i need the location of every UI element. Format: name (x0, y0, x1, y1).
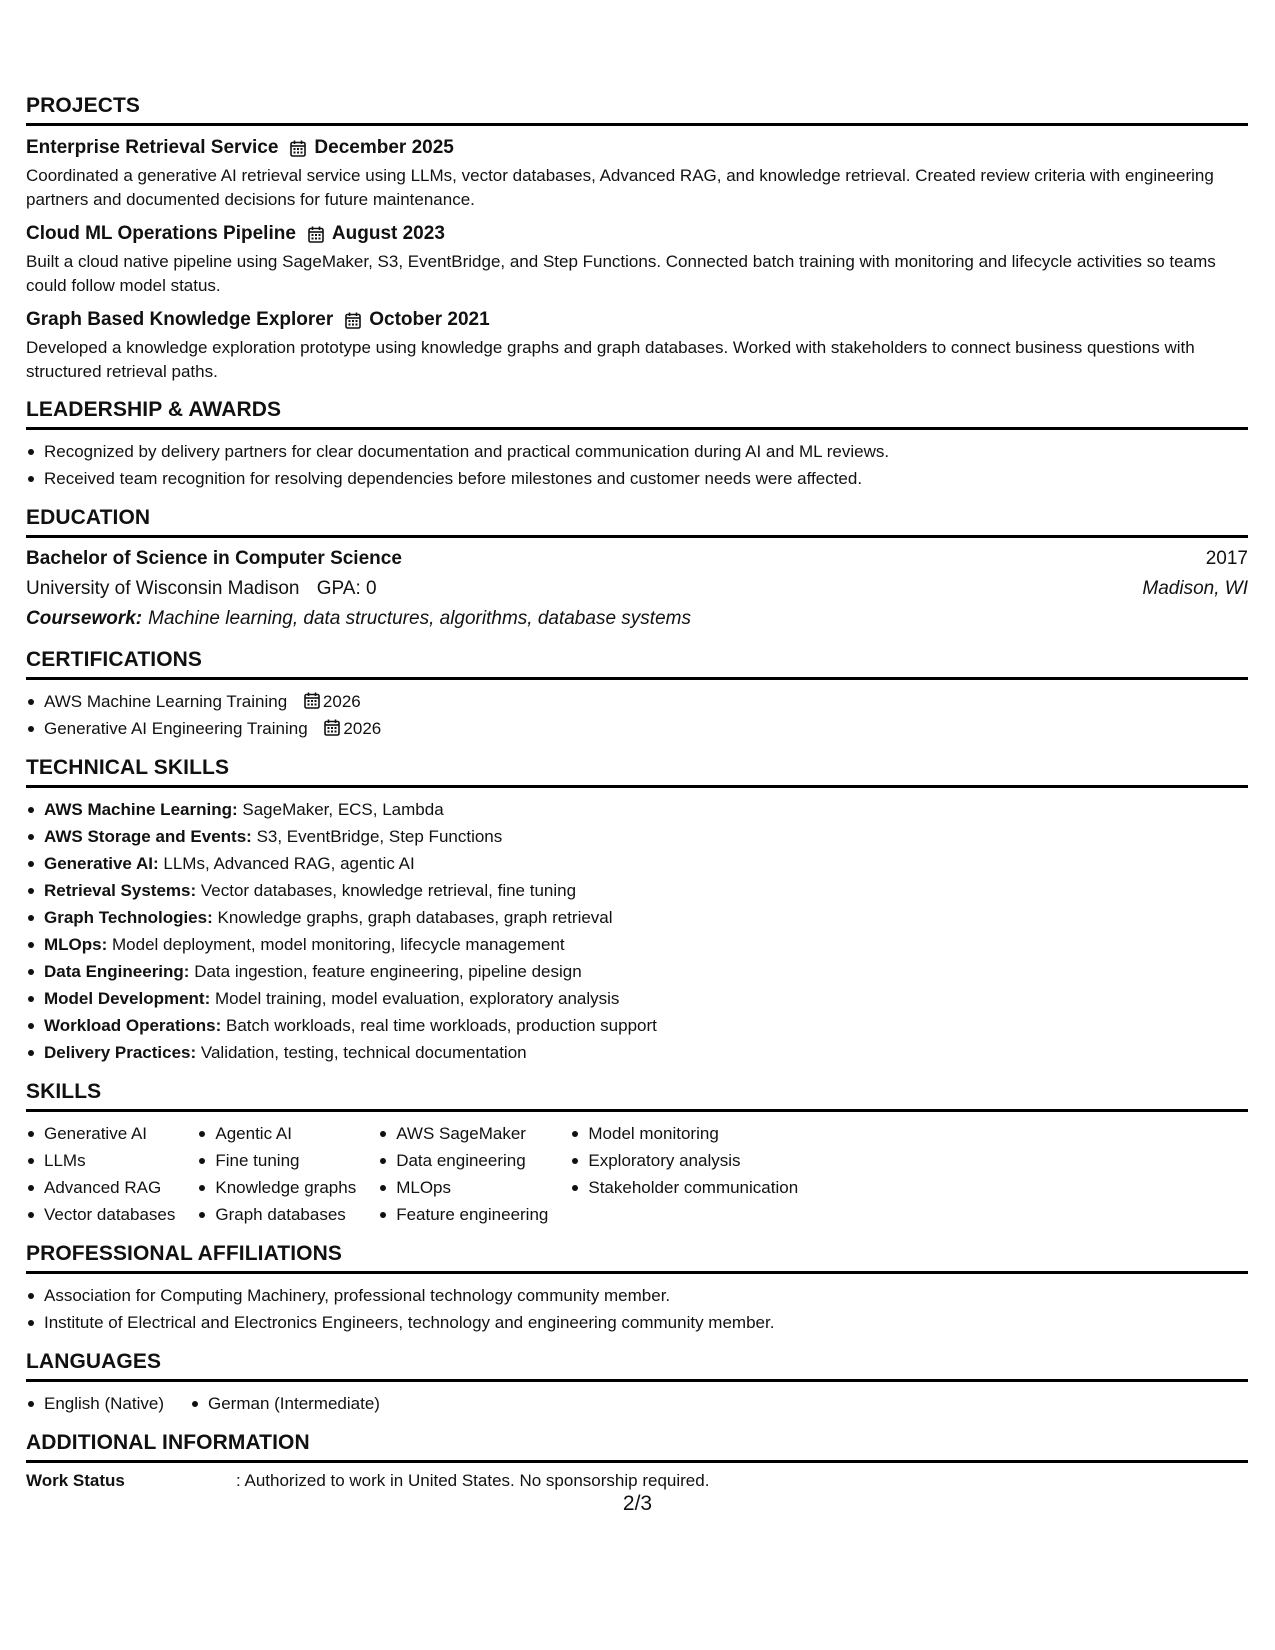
skill-item: Knowledge graphs (197, 1174, 356, 1201)
certification-item (26, 688, 1248, 715)
languages-heading: LANGUAGES (26, 1350, 1248, 1382)
project-date: October 2021 (369, 309, 490, 330)
tech-skill-label: AWS Storage and Events: (44, 827, 252, 846)
skill-item: Fine tuning (197, 1147, 356, 1174)
project-title: Cloud ML Operations Pipeline (26, 223, 296, 244)
skill-item: Exploratory analysis (570, 1147, 798, 1174)
leadership-section (26, 398, 1248, 492)
leadership-heading: LEADERSHIP & AWARDS (26, 398, 1248, 430)
degree: Bachelor of Science in Computer Science (26, 548, 402, 569)
skill-item: Advanced RAG (26, 1174, 175, 1201)
education-heading: EDUCATION (26, 506, 1248, 538)
projects-section (26, 94, 1248, 384)
list-item: Institute of Electrical and Electronics Engineers, technology and engineering community member. (26, 1309, 1248, 1336)
project-date: August 2023 (331, 223, 445, 244)
skill-item: AWS SageMaker (378, 1120, 548, 1147)
projects-heading: PROJECTS (26, 94, 1248, 126)
certifications-section (26, 648, 1248, 742)
tech-skill-item (26, 931, 1248, 958)
tech-skill-item (26, 1012, 1248, 1039)
language-item: German (Intermediate) (190, 1390, 380, 1417)
additional-heading: ADDITIONAL INFORMATION (26, 1431, 1248, 1463)
skill-item: Data engineering (378, 1147, 548, 1174)
resume-page-2 (26, 94, 1248, 1507)
tech-skill-label: MLOps: (44, 935, 108, 954)
graduation-year: 2017 (1205, 548, 1248, 569)
school-location: Madison, WI (1142, 578, 1248, 599)
project-date: December 2025 (314, 137, 454, 158)
skills-column (378, 1120, 548, 1228)
tech-skill-value: Validation, testing, technical documentation (200, 1043, 527, 1062)
tech-skill-item (26, 850, 1248, 877)
coursework-label: Coursework: (26, 608, 143, 629)
skill-item: Graph databases (197, 1201, 356, 1228)
skill-item: Generative AI (26, 1120, 175, 1147)
skills-grid (26, 1120, 1248, 1228)
project-title: Graph Based Knowledge Explorer (26, 309, 334, 330)
tech-skill-label: Retrieval Systems: (44, 881, 197, 900)
tech-skill-label: Workload Operations: (44, 1016, 222, 1035)
skill-item: Agentic AI (197, 1120, 356, 1147)
project-description: Developed a knowledge exploration prototype using knowledge graphs and graph databases. Worked with stakeholders to connect business questions with structured retrieval paths. (26, 338, 1195, 381)
technical-skills-heading: TECHNICAL SKILLS (26, 756, 1248, 788)
project-description: Coordinated a generative AI retrieval service using LLMs, vector databases, Advanced RAG, and knowledge retrieval. Created review criteria with engineering partners and documented decisions for future maintenance. (26, 166, 1214, 209)
project-item (26, 307, 1248, 384)
skill-item: Stakeholder communication (570, 1174, 798, 1201)
list-item: Recognized by delivery partners for clear documentation and practical communication during AI and ML reviews. (26, 438, 1248, 465)
skills-section (26, 1080, 1248, 1228)
tech-skill-label: Graph Technologies: (44, 908, 213, 927)
calendar-icon (290, 140, 306, 157)
tech-skill-value: S3, EventBridge, Step Functions (256, 827, 503, 846)
tech-skill-label: AWS Machine Learning: (44, 800, 238, 819)
tech-skill-value: Model deployment, model monitoring, lifecycle management (112, 935, 565, 954)
tech-skill-item (26, 877, 1248, 904)
project-description: Built a cloud native pipeline using SageMaker, S3, EventBridge, and Step Functions. Connected batch training with monitoring and lifecycle activities so teams could follow model status. (26, 252, 1216, 295)
skill-item: Model monitoring (570, 1120, 798, 1147)
coursework: Machine learning, data structures, algorithms, database systems (148, 608, 691, 629)
tech-skill-item (26, 1039, 1248, 1066)
school-name: University of Wisconsin Madison (26, 578, 300, 599)
gpa: GPA: 0 (316, 578, 377, 599)
project-title: Enterprise Retrieval Service (26, 137, 279, 158)
skills-column (197, 1120, 356, 1228)
calendar-icon (345, 312, 361, 329)
project-item (26, 221, 1248, 298)
additional-label: Work Status (26, 1471, 125, 1490)
tech-skill-item (26, 985, 1248, 1012)
skill-item: LLMs (26, 1147, 175, 1174)
calendar-icon (324, 719, 340, 736)
project-item (26, 135, 1248, 212)
tech-skill-item (26, 796, 1248, 823)
skills-column (26, 1120, 175, 1228)
tech-skill-value: Vector databases, knowledge retrieval, fine tuning (200, 881, 577, 900)
affiliations-heading: PROFESSIONAL AFFILIATIONS (26, 1242, 1248, 1274)
skill-item: Vector databases (26, 1201, 175, 1228)
additional-value: : Authorized to work in United States. No sponsorship required. (236, 1471, 710, 1490)
languages-section (26, 1350, 1248, 1417)
calendar-icon (304, 692, 320, 709)
tech-skill-value: Data ingestion, feature engineering, pipeline design (194, 962, 582, 981)
tech-skill-item (26, 904, 1248, 931)
certification-year: 2026 (343, 719, 382, 738)
education-section (26, 506, 1248, 634)
skill-item: MLOps (378, 1174, 548, 1201)
skills-column (570, 1120, 798, 1228)
tech-skill-label: Model Development: (44, 989, 211, 1008)
tech-skill-value: SageMaker, ECS, Lambda (242, 800, 444, 819)
calendar-icon (308, 226, 324, 243)
certification-name: AWS Machine Learning Training (44, 692, 288, 711)
tech-skill-value: Model training, model evaluation, exploratory analysis (214, 989, 620, 1008)
list-item: Received team recognition for resolving dependencies before milestones and customer needs were affected. (26, 465, 1248, 492)
additional-section (26, 1431, 1248, 1493)
page-number: 2/3 (622, 1492, 653, 1515)
certification-year: 2026 (322, 692, 361, 711)
language-item: English (Native) (26, 1390, 164, 1417)
list-item: Association for Computing Machinery, professional technology community member. (26, 1282, 1248, 1309)
technical-skills-section (26, 756, 1248, 1066)
tech-skill-item (26, 823, 1248, 850)
skills-heading: SKILLS (26, 1080, 1248, 1112)
tech-skill-value: LLMs, Advanced RAG, agentic AI (163, 854, 415, 873)
tech-skill-label: Delivery Practices: (44, 1043, 197, 1062)
tech-skill-value: Knowledge graphs, graph databases, graph retrieval (217, 908, 613, 927)
tech-skill-label: Generative AI: (44, 854, 159, 873)
tech-skill-value: Batch workloads, real time workloads, production support (226, 1016, 657, 1035)
tech-skill-label: Data Engineering: (44, 962, 190, 981)
certification-name: Generative AI Engineering Training (44, 719, 308, 738)
certification-item (26, 715, 1248, 742)
certifications-heading: CERTIFICATIONS (26, 648, 1248, 680)
affiliations-section (26, 1242, 1248, 1336)
skill-item: Feature engineering (378, 1201, 548, 1228)
additional-row (26, 1469, 1248, 1493)
tech-skill-item (26, 958, 1248, 985)
